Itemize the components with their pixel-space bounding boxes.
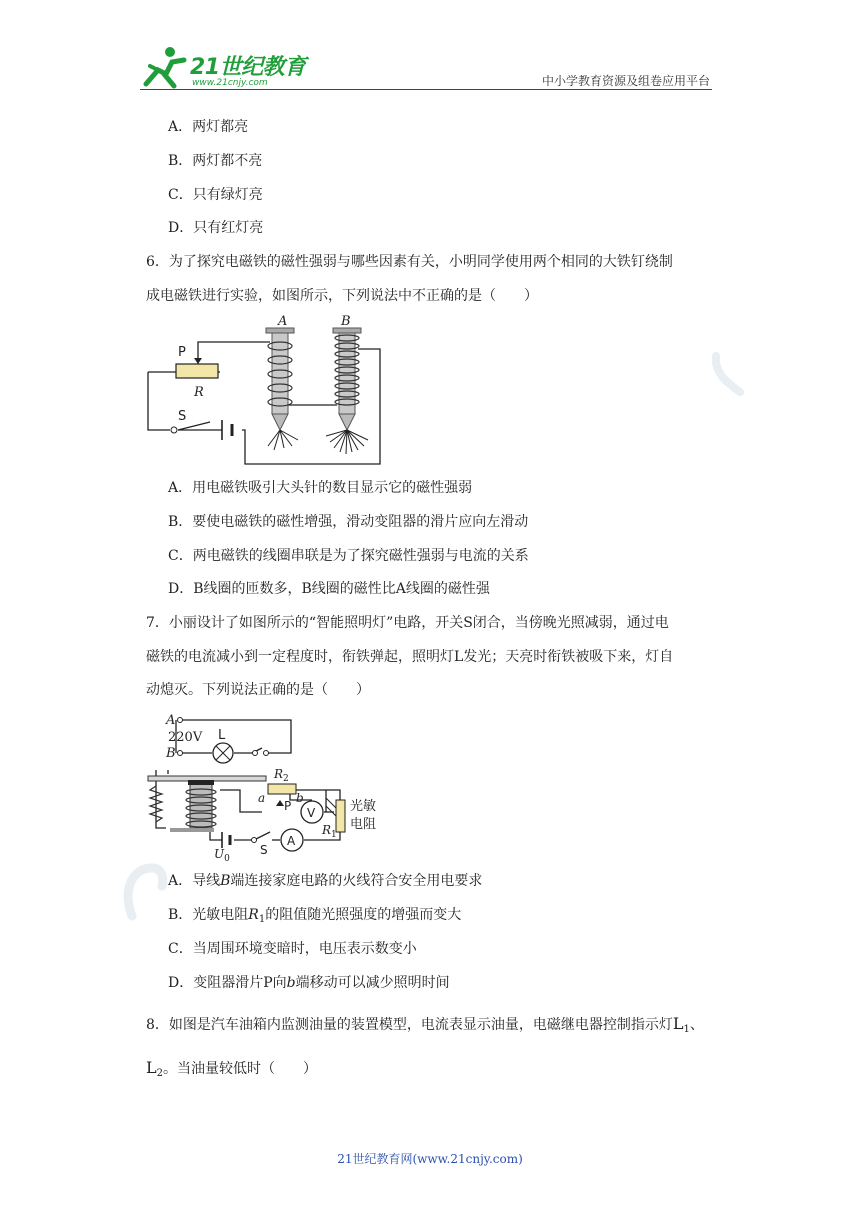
q5-option-a: A．两灯都亮 <box>168 119 249 135</box>
q6-label-s: S <box>178 409 187 424</box>
q7-stem-line3: 动熄灭。下列说法正确的是（ ） <box>146 682 370 698</box>
q5-option-d: D．只有红灯亮 <box>168 220 264 236</box>
header-platform-text: 中小学教育资源及组卷应用平台 <box>541 74 710 88</box>
q8-stem-line2: $L_2$。当油量较低时（ ） <box>146 1058 317 1079</box>
q7-option-c: C．当周围环境变暗时，电压表示数变小 <box>168 941 417 957</box>
q7-stem-line1: 7．小丽设计了如图所示的“智能照明灯”电路，开关S闭合，当傍晚光照减弱，通过电 <box>146 615 669 631</box>
q8-stem-line1: 8．如图是汽车油箱内监测油量的装置模型，电流表显示油量，电磁继电器控制指示灯$L_1$、 <box>146 1014 704 1035</box>
q7-u0-label: $U_0$ <box>214 847 230 864</box>
q7-label-a: A <box>166 713 176 728</box>
runner-logo-icon <box>140 44 190 92</box>
q7-label-a-small: a <box>258 791 266 805</box>
q7-switch-label: S <box>260 843 268 857</box>
q7-smart-light-figure <box>140 708 390 866</box>
q6-option-a: A．用电磁铁吸引大头针的数目显示它的磁性强弱 <box>168 480 473 496</box>
q7-photo-label-2: 电阻 <box>350 817 377 832</box>
q7-lamp-label: L <box>218 728 226 743</box>
q7-ammeter-label: A <box>287 834 296 848</box>
q6-label-p: P <box>178 345 186 360</box>
header-divider <box>140 89 712 90</box>
decorative-swoosh-icon <box>708 350 748 400</box>
q7-r2-label: $R_2$ <box>274 767 289 784</box>
q5-option-c: C．只有绿灯亮 <box>168 187 263 203</box>
q7-option-d: D．变阻器滑片P向b端移动可以减少照明时间 <box>168 975 450 991</box>
logo-url: www.21cnjy.com <box>192 78 268 88</box>
q7-r1-label: $R_1$ <box>322 823 337 840</box>
q5-option-b: B．两灯都不亮 <box>168 153 263 169</box>
q7-label-p: P <box>284 799 292 813</box>
q7-label-b-small: b <box>296 791 304 805</box>
decorative-hook-icon <box>118 860 168 930</box>
q7-option-a: A．导线B端连接家庭电路的火线符合安全用电要求 <box>168 873 483 889</box>
q7-voltmeter-label: V <box>307 806 316 820</box>
q6-electromagnet-figure <box>140 312 400 472</box>
logo <box>140 44 310 92</box>
q6-stem-line2: 成电磁铁进行实验，如图所示，下列说法中不正确的是（ ） <box>146 288 538 304</box>
q6-option-b: B．要使电磁铁的磁性增强，滑动变阻器的滑片应向左滑动 <box>168 514 529 530</box>
q6-option-c: C．两电磁铁的线圈串联是为了探究磁性强弱与电流的关系 <box>168 548 529 564</box>
q7-stem-line2: 磁铁的电流减小到一定程度时，衔铁弹起，照明灯L发光；天亮时衔铁被吸下来，灯自 <box>146 649 674 665</box>
page-footer: 21世纪教育网(www.21cnjy.com) <box>337 1152 523 1166</box>
q6-label-a: A <box>278 314 288 329</box>
q6-option-d: D．B线圈的匝数多，B线圈的磁性比A线圈的磁性强 <box>168 581 490 597</box>
q7-photo-label-1: 光敏 <box>350 799 377 814</box>
q6-label-r: R <box>194 385 204 400</box>
q7-voltage-label: 220V <box>168 730 203 745</box>
q7-option-b: B．光敏电阻$R_1$的阻值随光照强度的增强而变大 <box>168 907 462 925</box>
q7-label-b: B <box>166 746 176 761</box>
q6-label-b: B <box>341 314 351 329</box>
q6-stem-line1: 6．为了探究电磁铁的磁性强弱与哪些因素有关，小明同学使用两个相同的大铁钉绕制 <box>146 254 673 270</box>
logo-brand: 21世纪教育 <box>190 55 306 80</box>
